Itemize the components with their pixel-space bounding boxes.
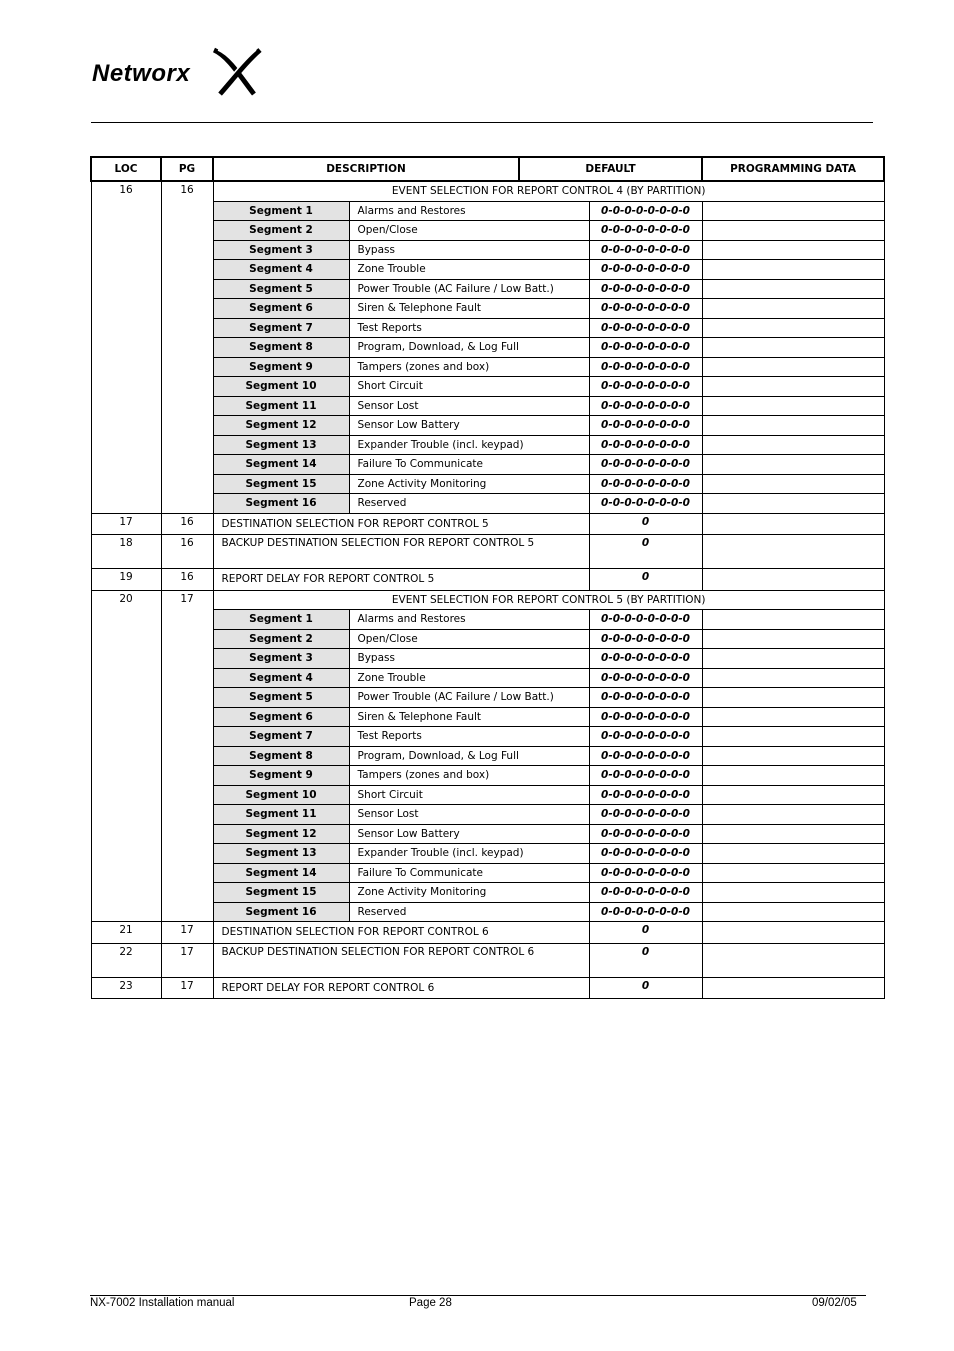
programming-data-field[interactable] — [702, 513, 884, 535]
programming-data-field[interactable] — [702, 610, 884, 630]
pg-cell: 17 — [161, 977, 213, 999]
segment-default: 0-0-0-0-0-0-0-0 — [589, 318, 702, 338]
loc-cell: 22 — [91, 943, 161, 977]
segment-label: Segment 14 — [213, 863, 349, 883]
segment-description: Failure To Communicate — [349, 863, 589, 883]
segment-label: Segment 1 — [213, 201, 349, 221]
segment-label: Segment 4 — [213, 668, 349, 688]
row-description: DESTINATION SELECTION FOR REPORT CONTROL 5 — [213, 513, 589, 535]
loc-cell: 16 — [91, 181, 161, 513]
segment-label: Segment 13 — [213, 844, 349, 864]
segment-label: Segment 14 — [213, 455, 349, 475]
segment-default: 0-0-0-0-0-0-0-0 — [589, 727, 702, 747]
segment-description: Short Circuit — [349, 377, 589, 397]
segment-label: Segment 7 — [213, 727, 349, 747]
programming-data-field[interactable] — [702, 299, 884, 319]
segment-default: 0-0-0-0-0-0-0-0 — [589, 299, 702, 319]
pg-cell: 16 — [161, 181, 213, 513]
row-default: 0 — [589, 535, 702, 569]
programming-data-field[interactable] — [702, 629, 884, 649]
programming-data-field[interactable] — [702, 569, 884, 591]
row-description: REPORT DELAY FOR REPORT CONTROL 5 — [213, 569, 589, 591]
pg-cell: 17 — [161, 590, 213, 922]
segment-description: Zone Trouble — [349, 260, 589, 280]
segment-default: 0-0-0-0-0-0-0-0 — [589, 416, 702, 436]
segment-label: Segment 16 — [213, 494, 349, 514]
segment-description: Tampers (zones and box) — [349, 766, 589, 786]
segment-label: Segment 11 — [213, 396, 349, 416]
segment-label: Segment 10 — [213, 785, 349, 805]
segment-default: 0-0-0-0-0-0-0-0 — [589, 688, 702, 708]
pg-cell: 17 — [161, 943, 213, 977]
segment-label: Segment 11 — [213, 805, 349, 825]
segment-default: 0-0-0-0-0-0-0-0 — [589, 902, 702, 922]
segment-label: Segment 13 — [213, 435, 349, 455]
segment-label: Segment 10 — [213, 377, 349, 397]
programming-data-field[interactable] — [702, 977, 884, 999]
pg-cell: 16 — [161, 535, 213, 569]
row-description: REPORT DELAY FOR REPORT CONTROL 6 — [213, 977, 589, 999]
programming-data-field[interactable] — [702, 535, 884, 569]
loc-cell: 19 — [91, 569, 161, 591]
programming-data-field[interactable] — [702, 221, 884, 241]
programming-data-field[interactable] — [702, 844, 884, 864]
segment-label: Segment 3 — [213, 649, 349, 669]
segment-default: 0-0-0-0-0-0-0-0 — [589, 240, 702, 260]
col-header-description: DESCRIPTION — [213, 157, 519, 181]
segment-default: 0-0-0-0-0-0-0-0 — [589, 629, 702, 649]
segment-default: 0-0-0-0-0-0-0-0 — [589, 260, 702, 280]
programming-data-field[interactable] — [702, 455, 884, 475]
segment-default: 0-0-0-0-0-0-0-0 — [589, 785, 702, 805]
programming-data-field[interactable] — [702, 377, 884, 397]
segment-default: 0-0-0-0-0-0-0-0 — [589, 824, 702, 844]
row-default: 0 — [589, 977, 702, 999]
programming-data-field[interactable] — [702, 416, 884, 436]
programming-data-field[interactable] — [702, 474, 884, 494]
programming-data-field[interactable] — [702, 649, 884, 669]
segment-default: 0-0-0-0-0-0-0-0 — [589, 279, 702, 299]
loc-cell: 18 — [91, 535, 161, 569]
footer-rule — [90, 1295, 866, 1296]
segment-description: Bypass — [349, 240, 589, 260]
pg-cell: 16 — [161, 513, 213, 535]
logo-text: Networx — [92, 60, 191, 87]
pg-cell: 17 — [161, 922, 213, 944]
segment-default: 0-0-0-0-0-0-0-0 — [589, 338, 702, 358]
section-title: EVENT SELECTION FOR REPORT CONTROL 5 (BY PARTITION) — [213, 590, 884, 610]
row-default: 0 — [589, 922, 702, 944]
segment-default: 0-0-0-0-0-0-0-0 — [589, 707, 702, 727]
table-row — [91, 513, 884, 535]
segment-label: Segment 6 — [213, 707, 349, 727]
segment-description: Sensor Lost — [349, 805, 589, 825]
segment-description: Power Trouble (AC Failure / Low Batt.) — [349, 688, 589, 708]
table-row — [91, 181, 884, 201]
segment-label: Segment 9 — [213, 766, 349, 786]
segment-description: Test Reports — [349, 727, 589, 747]
loc-cell: 23 — [91, 977, 161, 999]
programming-data-field[interactable] — [702, 707, 884, 727]
programming-data-field[interactable] — [702, 279, 884, 299]
segment-default: 0-0-0-0-0-0-0-0 — [589, 201, 702, 221]
segment-label: Segment 4 — [213, 260, 349, 280]
programming-data-field[interactable] — [702, 746, 884, 766]
programming-data-field[interactable] — [702, 318, 884, 338]
segment-description: Bypass — [349, 649, 589, 669]
programming-table — [90, 156, 885, 999]
programming-data-field[interactable] — [702, 668, 884, 688]
loc-cell: 21 — [91, 922, 161, 944]
segment-description: Failure To Communicate — [349, 455, 589, 475]
segment-default: 0-0-0-0-0-0-0-0 — [589, 396, 702, 416]
segment-default: 0-0-0-0-0-0-0-0 — [589, 668, 702, 688]
col-header-programming-data: PROGRAMMING DATA — [702, 157, 884, 181]
segment-default: 0-0-0-0-0-0-0-0 — [589, 746, 702, 766]
segment-label: Segment 6 — [213, 299, 349, 319]
table-row — [91, 535, 884, 569]
segment-description: Open/Close — [349, 221, 589, 241]
row-default: 0 — [589, 943, 702, 977]
segment-description: Siren & Telephone Fault — [349, 707, 589, 727]
segment-description: Zone Activity Monitoring — [349, 474, 589, 494]
segment-description: Open/Close — [349, 629, 589, 649]
segment-label: Segment 3 — [213, 240, 349, 260]
programming-data-field[interactable] — [702, 785, 884, 805]
segment-default: 0-0-0-0-0-0-0-0 — [589, 494, 702, 514]
programming-data-field[interactable] — [702, 805, 884, 825]
loc-cell: 20 — [91, 590, 161, 922]
segment-description: Alarms and Restores — [349, 610, 589, 630]
programming-data-field[interactable] — [702, 338, 884, 358]
programming-data-field[interactable] — [702, 688, 884, 708]
col-header-pg: PG — [161, 157, 213, 181]
segment-description: Reserved — [349, 494, 589, 514]
segment-default: 0-0-0-0-0-0-0-0 — [589, 377, 702, 397]
col-header-loc: LOC — [91, 157, 161, 181]
programming-data-field[interactable] — [702, 240, 884, 260]
networx-logo — [92, 46, 268, 98]
segment-description: Reserved — [349, 902, 589, 922]
programming-data-field[interactable] — [702, 883, 884, 903]
segment-description: Sensor Low Battery — [349, 824, 589, 844]
programming-data-field[interactable] — [702, 902, 884, 922]
segment-label: Segment 15 — [213, 883, 349, 903]
segment-default: 0-0-0-0-0-0-0-0 — [589, 766, 702, 786]
programming-data-field[interactable] — [702, 357, 884, 377]
segment-label: Segment 8 — [213, 746, 349, 766]
segment-label: Segment 9 — [213, 357, 349, 377]
row-description: BACKUP DESTINATION SELECTION FOR REPORT CONTROL 6 — [213, 943, 589, 977]
segment-default: 0-0-0-0-0-0-0-0 — [589, 805, 702, 825]
table-row — [91, 922, 884, 944]
segment-description: Sensor Lost — [349, 396, 589, 416]
footer-date: 09/02/05 — [812, 1297, 857, 1309]
programming-data-field[interactable] — [702, 824, 884, 844]
table-row — [91, 569, 884, 591]
row-description: BACKUP DESTINATION SELECTION FOR REPORT CONTROL 5 — [213, 535, 589, 569]
segment-label: Segment 5 — [213, 688, 349, 708]
segment-label: Segment 12 — [213, 824, 349, 844]
segment-label: Segment 15 — [213, 474, 349, 494]
pg-cell: 16 — [161, 569, 213, 591]
segment-label: Segment 12 — [213, 416, 349, 436]
segment-default: 0-0-0-0-0-0-0-0 — [589, 649, 702, 669]
segment-default: 0-0-0-0-0-0-0-0 — [589, 844, 702, 864]
segment-description: Power Trouble (AC Failure / Low Batt.) — [349, 279, 589, 299]
programming-data-field[interactable] — [702, 727, 884, 747]
table-row — [91, 590, 884, 610]
programming-data-field[interactable] — [702, 766, 884, 786]
programming-data-field[interactable] — [702, 260, 884, 280]
segment-label: Segment 2 — [213, 629, 349, 649]
segment-default: 0-0-0-0-0-0-0-0 — [589, 357, 702, 377]
table-row — [91, 943, 884, 977]
table-row — [91, 977, 884, 999]
programming-data-field[interactable] — [702, 435, 884, 455]
segment-default: 0-0-0-0-0-0-0-0 — [589, 435, 702, 455]
segment-description: Sensor Low Battery — [349, 416, 589, 436]
segment-label: Segment 1 — [213, 610, 349, 630]
programming-data-field[interactable] — [702, 922, 884, 944]
segment-description: Zone Trouble — [349, 668, 589, 688]
segment-label: Segment 16 — [213, 902, 349, 922]
header-rule — [91, 122, 873, 123]
segment-description: Zone Activity Monitoring — [349, 883, 589, 903]
segment-default: 0-0-0-0-0-0-0-0 — [589, 455, 702, 475]
segment-description: Test Reports — [349, 318, 589, 338]
footer-manual-name: NX-7002 Installation manual — [90, 1297, 235, 1309]
programming-data-field[interactable] — [702, 396, 884, 416]
segment-description: Tampers (zones and box) — [349, 357, 589, 377]
segment-description: Siren & Telephone Fault — [349, 299, 589, 319]
segment-description: Program, Download, & Log Full — [349, 746, 589, 766]
programming-data-field[interactable] — [702, 943, 884, 977]
segment-label: Segment 8 — [213, 338, 349, 358]
row-description: DESTINATION SELECTION FOR REPORT CONTROL 6 — [213, 922, 589, 944]
row-default: 0 — [589, 569, 702, 591]
segment-description: Program, Download, & Log Full — [349, 338, 589, 358]
table-header-row — [91, 157, 884, 181]
segment-default: 0-0-0-0-0-0-0-0 — [589, 883, 702, 903]
row-default: 0 — [589, 513, 702, 535]
segment-description: Alarms and Restores — [349, 201, 589, 221]
segment-default: 0-0-0-0-0-0-0-0 — [589, 610, 702, 630]
segment-label: Segment 7 — [213, 318, 349, 338]
segment-label: Segment 5 — [213, 279, 349, 299]
segment-description: Expander Trouble (incl. keypad) — [349, 435, 589, 455]
col-header-default: DEFAULT — [519, 157, 702, 181]
segment-default: 0-0-0-0-0-0-0-0 — [589, 221, 702, 241]
segment-label: Segment 2 — [213, 221, 349, 241]
loc-cell: 17 — [91, 513, 161, 535]
programming-data-field[interactable] — [702, 494, 884, 514]
footer-page-number: Page 28 — [409, 1297, 452, 1309]
segment-description: Expander Trouble (incl. keypad) — [349, 844, 589, 864]
logo-x-mark-icon — [210, 46, 266, 98]
segment-default: 0-0-0-0-0-0-0-0 — [589, 474, 702, 494]
programming-data-field[interactable] — [702, 201, 884, 221]
segment-default: 0-0-0-0-0-0-0-0 — [589, 863, 702, 883]
section-title: EVENT SELECTION FOR REPORT CONTROL 4 (BY PARTITION) — [213, 181, 884, 201]
segment-description: Short Circuit — [349, 785, 589, 805]
programming-data-field[interactable] — [702, 863, 884, 883]
